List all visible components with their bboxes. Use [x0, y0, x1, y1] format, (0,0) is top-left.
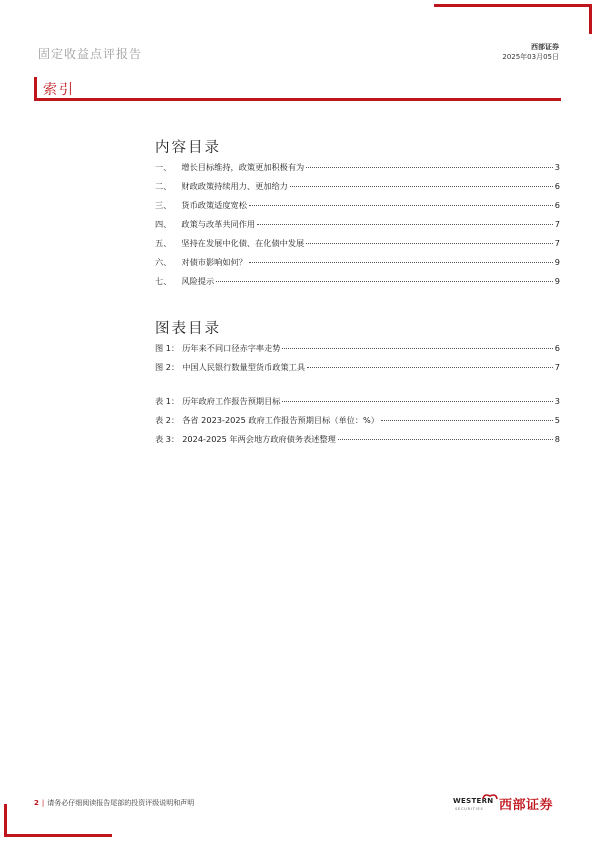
toc-leader-dots	[216, 281, 553, 282]
toc-item-text: 政策与改革共同作用	[181, 219, 256, 229]
table-item-text: 历年政府工作报告预期目标	[182, 396, 281, 406]
table-item-text: 2024-2025 年两会地方政府债务表述整理	[182, 434, 336, 444]
figure-item-number: 图 1：	[155, 343, 180, 353]
bull-horns-icon	[482, 792, 498, 800]
toc-item-text: 对债市影响如何？	[181, 257, 247, 267]
logo-sub-text: SECURITIES	[455, 807, 484, 811]
toc-leader-dots	[249, 205, 553, 206]
figure-item-page: 6	[554, 343, 560, 353]
logo-chinese-text: 西部证券	[499, 798, 554, 813]
company-logo	[453, 792, 563, 816]
toc-leader-dots	[282, 348, 552, 349]
header-date: 2025年03月05日	[502, 53, 559, 61]
table-item-number: 表 2：	[155, 415, 180, 425]
table-item-text: 各省 2023-2025 政府工作报告预期目标（单位：%）	[182, 415, 379, 425]
table-item[interactable]	[155, 434, 560, 453]
toc-item-number: 三、	[155, 200, 172, 210]
figure-item[interactable]	[155, 343, 560, 362]
header-meta	[502, 42, 559, 62]
toc-item-page: 7	[554, 219, 560, 229]
page-number: 2	[34, 799, 39, 807]
toc-item[interactable]	[155, 219, 560, 238]
table-item[interactable]	[155, 415, 560, 434]
toc-leader-dots	[381, 420, 553, 421]
toc-leader-dots	[249, 262, 553, 263]
toc-leader-dots	[257, 224, 553, 225]
figure-item-text: 历年来不同口径赤字率走势	[182, 343, 281, 353]
toc-item-page: 7	[554, 238, 560, 248]
logo-english-text: WESTERN	[453, 797, 494, 805]
section-title-underline	[34, 98, 561, 101]
toc-item-text: 风险提示	[181, 276, 215, 286]
toc-item-number: 六、	[155, 257, 172, 267]
toc-item-text: 坚持在发展中化债、在化债中发展	[181, 238, 305, 248]
toc-item-page: 6	[554, 200, 560, 210]
toc-item-number: 五、	[155, 238, 172, 248]
toc-leader-dots	[282, 401, 552, 402]
footer-separator: |	[41, 799, 45, 807]
table-item-page: 5	[554, 415, 560, 425]
toc-item-number: 二、	[155, 181, 172, 191]
contents-list	[155, 162, 560, 295]
figure-item-page: 7	[554, 362, 560, 372]
section-title-bar	[34, 77, 561, 101]
toc-item[interactable]	[155, 257, 560, 276]
footer-disclaimer: 请务必仔细阅读报告尾部的投资评级说明和声明	[47, 799, 195, 807]
toc-item[interactable]	[155, 181, 560, 200]
corner-decoration-bottom-left	[4, 834, 112, 837]
footer-disclaimer-line	[34, 798, 194, 808]
figures-list	[155, 343, 560, 381]
table-item-page: 3	[554, 396, 560, 406]
corner-decoration-top-right-vertical	[589, 4, 592, 34]
corner-decoration-bottom-left-vertical	[4, 804, 7, 837]
toc-item-text: 财政政策持续用力、更加给力	[181, 181, 288, 191]
toc-leader-dots	[338, 439, 553, 440]
toc-leader-dots	[306, 167, 553, 168]
toc-item[interactable]	[155, 162, 560, 181]
toc-leader-dots	[306, 243, 553, 244]
toc-item-number: 七、	[155, 276, 172, 286]
toc-item-page: 6	[554, 181, 560, 191]
toc-item-page: 3	[554, 162, 560, 172]
corner-decoration-top-right	[434, 4, 592, 7]
toc-item-page: 9	[554, 276, 560, 286]
figure-item-number: 图 2：	[155, 362, 180, 372]
table-item[interactable]	[155, 396, 560, 415]
toc-item[interactable]	[155, 200, 560, 219]
toc-item[interactable]	[155, 238, 560, 257]
toc-leader-dots	[307, 367, 553, 368]
toc-item-text: 货币政策适度宽松	[181, 200, 247, 210]
section-title: 索引	[43, 82, 75, 98]
table-item-page: 8	[554, 434, 560, 444]
toc-item-number: 四、	[155, 219, 172, 229]
figures-heading: 图表目录	[155, 321, 221, 337]
toc-item-number: 一、	[155, 162, 172, 172]
toc-item-text: 增长目标维持，政策更加积极有为	[181, 162, 305, 172]
toc-leader-dots	[290, 186, 553, 187]
figure-item[interactable]	[155, 362, 560, 381]
table-item-number: 表 3：	[155, 434, 180, 444]
contents-heading: 内容目录	[155, 140, 221, 156]
header-brand: 西部证券	[531, 43, 559, 51]
tables-list	[155, 396, 560, 453]
report-type-label: 固定收益点评报告	[38, 47, 143, 61]
figure-item-text: 中国人民银行数量型货币政策工具	[182, 362, 306, 372]
table-item-number: 表 1：	[155, 396, 180, 406]
toc-item[interactable]	[155, 276, 560, 295]
toc-item-page: 9	[554, 257, 560, 267]
